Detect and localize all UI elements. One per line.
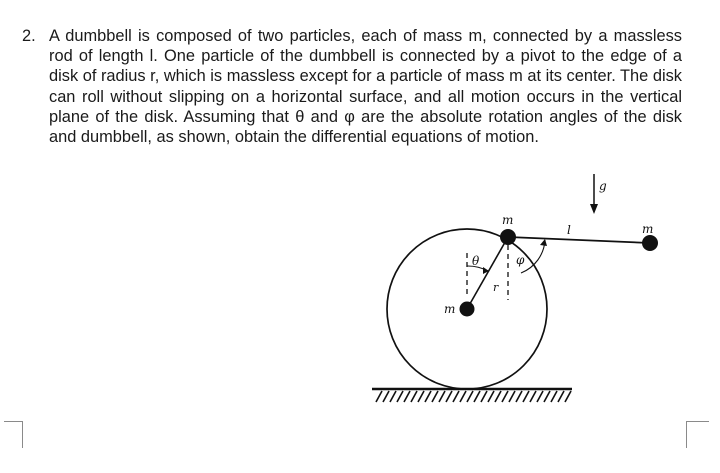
center-mass: [460, 302, 475, 317]
theta-label: θ: [472, 254, 480, 268]
dumbbell-rod: [508, 237, 650, 243]
radius-label: r: [493, 281, 499, 294]
end-mass-label: m: [642, 222, 654, 236]
radius-line: [467, 237, 508, 309]
problem-number: 2.: [22, 27, 36, 45]
phi-arrowhead: [540, 239, 547, 246]
pivot-mass: [500, 229, 516, 245]
center-mass-label: m: [444, 302, 456, 316]
ground: [372, 389, 572, 402]
phi-label: φ: [516, 253, 525, 267]
gravity-label: g: [599, 179, 607, 193]
pivot-mass-label: m: [502, 213, 514, 227]
problem-text: A dumbbell is composed of two particles, each of mass m, connected by a massless rod of length l. One particle of the dumbbell is connected by a pivot to the edge of a disk of radius r, which is massless except for a particle of mass m at its center. The disk can roll without slipping on a horizontal surface, and all motion occurs in the vertical plane of the disk. Assuming that θ and φ are the absolute rotation angles of the disk and dumbbell, as shown, obtain the differential equations of motion.: [49, 27, 682, 147]
length-label: l: [567, 223, 571, 237]
crop-mark-right: [686, 421, 709, 448]
gravity-arrowhead: [590, 204, 598, 214]
crop-mark-left: [4, 421, 23, 448]
end-mass: [642, 235, 658, 251]
